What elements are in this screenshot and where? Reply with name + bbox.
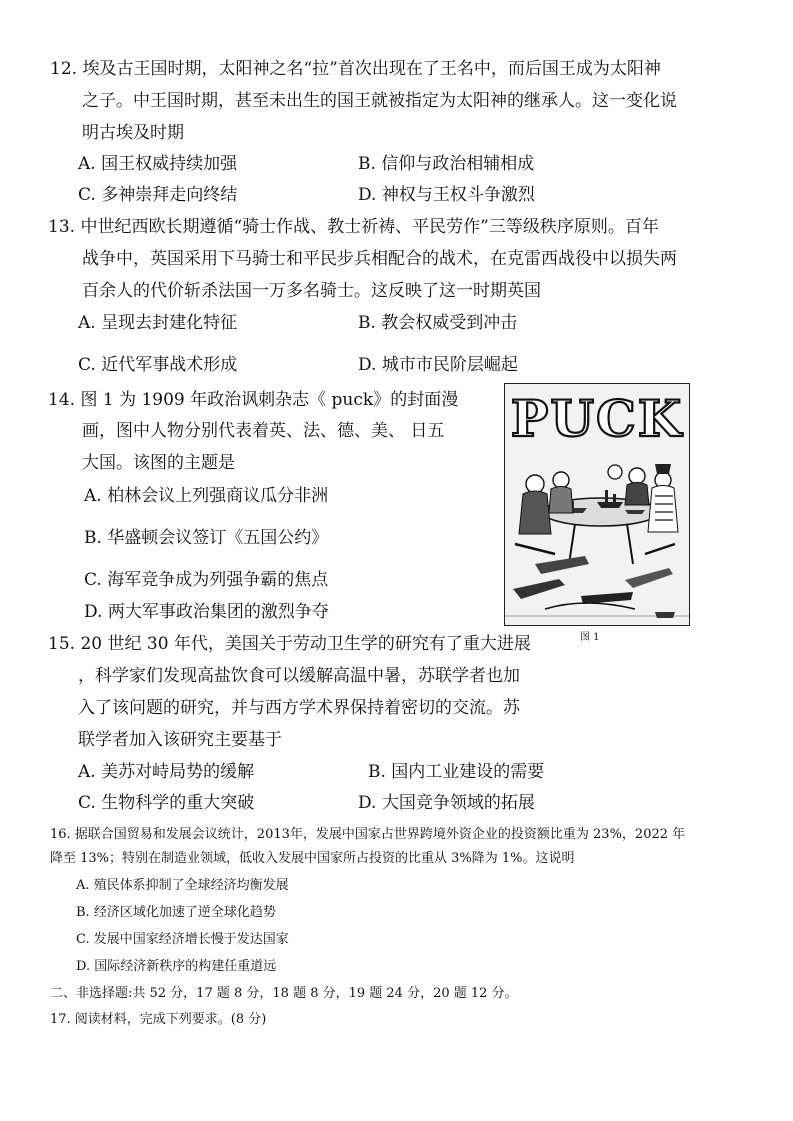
q14-option-d: D. 两大军事政治集团的激烈争夺	[84, 602, 329, 622]
q13-option-b: B. 教会权威受到冲击	[358, 313, 518, 333]
q12-option-a: A. 国王权威持续加强	[78, 154, 238, 174]
q15-option-b: B. 国内工业建设的需要	[368, 762, 545, 782]
q15-stem-line-4: 联学者加入该研究主要基于	[78, 730, 282, 750]
q14-option-a: A. 柏林会议上列强商议瓜分非洲	[84, 486, 329, 506]
q17-stem: 17. 阅读材料，完成下列要求。(8 分)	[50, 1012, 267, 1027]
q15-stem-line-1: 15. 20 世纪 30 年代，美国关于劳动卫生学的研究有了重大进展	[48, 634, 531, 654]
section-2-heading: 二、非选择题:共 52 分，17 题 8 分，18 题 8 分，19 题 24 分，20 题 12 分。	[50, 986, 518, 1001]
q15-option-c: C. 生物科学的重大突破	[78, 793, 255, 813]
q12-stem-line-2: 之子。中王国时期，甚至未出生的国王就被指定为太阳神的继承人。这一变化说	[82, 91, 677, 111]
q13-option-d: D. 城市市民阶层崛起	[358, 355, 518, 375]
q15-option-a: A. 美苏对峙局势的缓解	[78, 762, 255, 782]
q14-stem-line-1: 14. 图 1 为 1909 年政治讽刺杂志《 puck》的封面漫	[48, 390, 459, 410]
q13-stem-line-2: 战争中，英国采用下马骑士和平民步兵相配合的战术，在克雷西战役中以损失两	[82, 249, 677, 269]
q16-option-a: A. 殖民体系抑制了全球经济均衡发展	[76, 878, 289, 893]
q12-stem-line-3: 明古埃及时期	[82, 123, 184, 143]
puck-cartoon-illustration	[505, 384, 689, 625]
q14-stem-line-3: 大国。该图的主题是	[82, 453, 235, 473]
puck-cover-figure	[504, 383, 690, 626]
q15-stem-line-3: 入了该问题的研究，并与西方学术界保持着密切的交流。苏	[78, 698, 520, 718]
q14-stem-line-2: 画，图中人物分别代表着英、法、德、美、 日五	[82, 421, 445, 441]
q13-option-a: A. 呈现去封建化特征	[78, 313, 238, 333]
q16-stem-line-1: 16. 据联合国贸易和发展会议统计，2013年，发展中国家占世界跨境外资企业的投资额比重为 23%，2022 年	[50, 827, 686, 842]
q12-stem-line-1: 12. 埃及古王国时期，太阳神之名“拉”首次出现在了王名中，而后国王成为太阳神	[50, 59, 661, 79]
q12-option-c: C. 多神崇拜走向终结	[78, 185, 238, 205]
q15-option-d: D. 大国竞争领域的拓展	[358, 793, 535, 813]
q14-option-c: C. 海军竞争成为列强争霸的焦点	[84, 570, 329, 590]
puck-title: PUCK	[510, 389, 684, 448]
q13-stem-line-1: 13. 中世纪西欧长期遵循“骑士作战、教士祈祷、平民劳作”三等级秩序原则。百年	[48, 217, 659, 237]
q16-option-b: B. 经济区域化加速了逆全球化趋势	[76, 905, 276, 920]
q13-option-c: C. 近代军事战术形成	[78, 355, 238, 375]
q15-stem-line-2: ，科学家们发现高盐饮食可以缓解高温中暑，苏联学者也加	[78, 666, 520, 686]
q16-option-d: D. 国际经济新秩序的构建任重道远	[76, 959, 277, 974]
q16-option-c: C. 发展中国家经济增长慢于发达国家	[76, 932, 289, 947]
figure-1-caption: 图 1	[580, 632, 600, 643]
q16-stem-line-2: 降至 13%；特别在制造业领域，低收入发展中国家所占投资的比重从 3%降为 1%。这说明	[50, 851, 575, 866]
q13-stem-line-3: 百余人的代价斩杀法国一万多名骑士。这反映了这一时期英国	[82, 281, 541, 301]
q12-option-d: D. 神权与王权斗争激烈	[358, 185, 535, 205]
q14-option-b: B. 华盛顿会议签订《五国公约》	[84, 528, 329, 548]
q12-option-b: B. 信仰与政治相辅相成	[358, 154, 535, 174]
